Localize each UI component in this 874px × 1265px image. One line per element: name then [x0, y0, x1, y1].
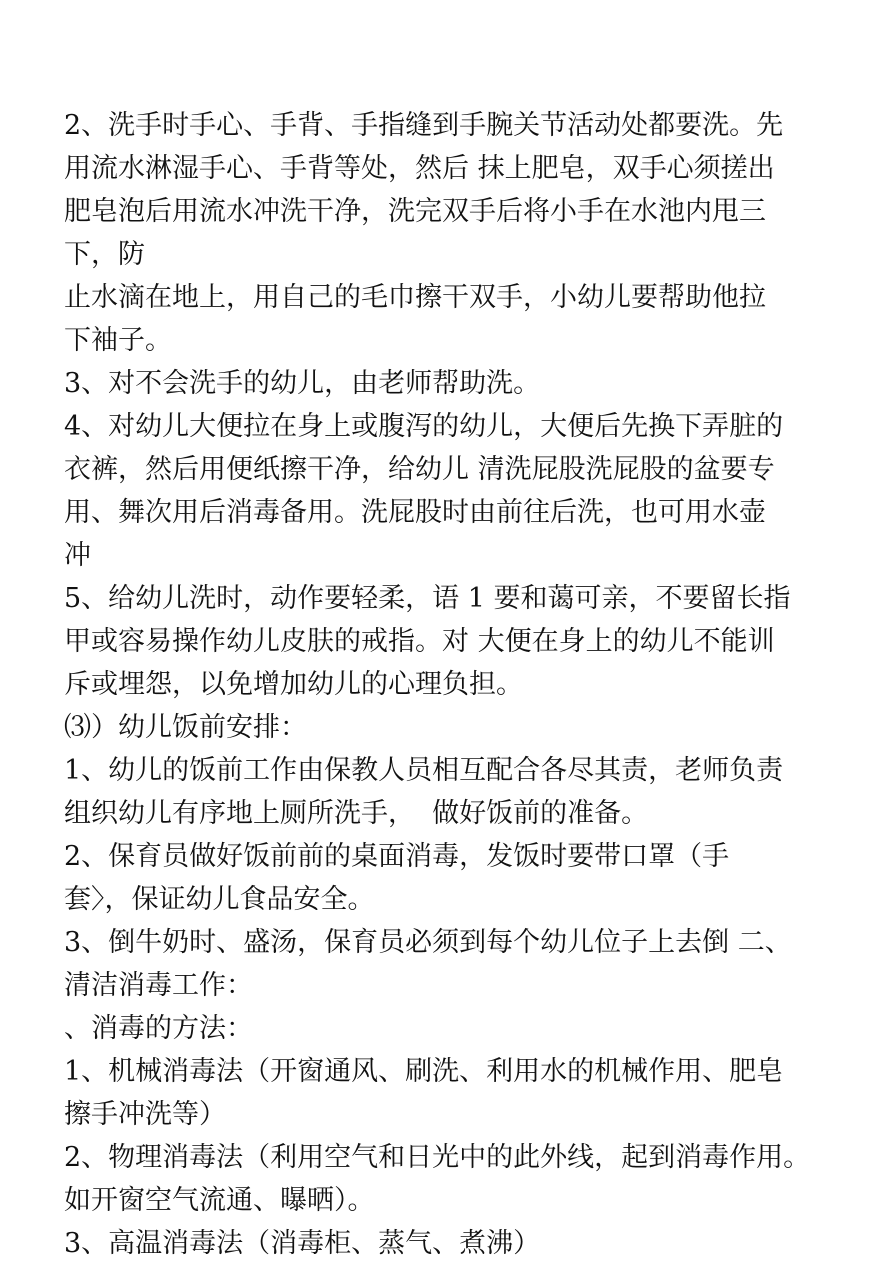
text-line-25: 2、物理消毒法（利用空气和日光中的此外线，起到消毒作用。	[64, 1142, 811, 1173]
text-line-13: 甲或容易操作幼儿皮肤的戒指。对 大便在身上的幼儿不能训	[64, 626, 775, 657]
text-line-27: 3、高温消毒法（消毒柜、蒸气、煮沸）	[64, 1228, 541, 1259]
text-line-23: 1、机械消毒法（开窗通风、刷洗、利用水的机械作用、肥皂	[64, 1056, 784, 1087]
text-line-9: 衣裤，然后用便纸擦干净，给幼儿 清洗屁股洗屁股的盆要专	[64, 454, 775, 485]
text-line-1: 2、洗手时手心、手背、手指缝到手腕关节活动处都要洗。先	[64, 110, 784, 141]
text-line-20: 3、倒牛奶时、盛汤，保育员必须到每个幼儿位子上去倒 二、	[64, 927, 792, 958]
text-line-6: 下袖子。	[64, 325, 172, 356]
text-line-10: 用、舞次用后消毒备用。洗屁股时由前往后洗，也可用水壶	[64, 497, 766, 528]
text-line-22: 、消毒的方法：	[64, 1013, 253, 1044]
text-line-3: 肥皂泡后用流水冲洗干净，洗完双手后将小手在水池内甩三	[64, 196, 766, 227]
text-line-2: 用流水淋湿手心、手背等处，然后 抹上肥皂，双手心须搓出	[64, 153, 775, 184]
text-line-15: ⑶）幼儿饭前安排：	[64, 712, 307, 743]
text-line-11: 冲	[64, 540, 91, 571]
text-line-21: 清洁消毒工作：	[64, 970, 253, 1001]
text-line-24: 擦手冲洗等）	[64, 1099, 226, 1130]
text-line-7: 3、对不会洗手的幼儿，由老师帮助洗。	[64, 368, 541, 399]
text-line-19: 套〉，保证幼儿食品安全。	[64, 884, 375, 915]
text-line-16: 1、幼儿的饭前工作由保教人员相互配合各尽其责，老师负责	[64, 755, 784, 786]
text-line-26: 如开窗空气流通、曝晒）。	[64, 1185, 375, 1216]
text-line-18: 2、保育员做好饭前前的桌面消毒，发饭时要带口罩（手	[64, 841, 730, 872]
text-line-4: 下，防	[64, 239, 145, 270]
text-line-12: 5、给幼儿洗时，动作要轻柔，语 1 要和蔼可亲，不要留长指	[64, 583, 791, 614]
document-body	[64, 104, 840, 1265]
text-line-5: 止水滴在地上，用自己的毛巾擦干双手，小幼儿要帮助他拉	[64, 282, 766, 313]
text-line-14: 斥或埋怨，以免增加幼儿的心理负担。	[64, 669, 523, 700]
text-line-8: 4、对幼儿大便拉在身上或腹泻的幼儿，大便后先换下弄脏的	[64, 411, 784, 442]
text-line-17: 组织幼儿有序地上厕所洗手， 做好饭前的准备。	[64, 798, 649, 829]
